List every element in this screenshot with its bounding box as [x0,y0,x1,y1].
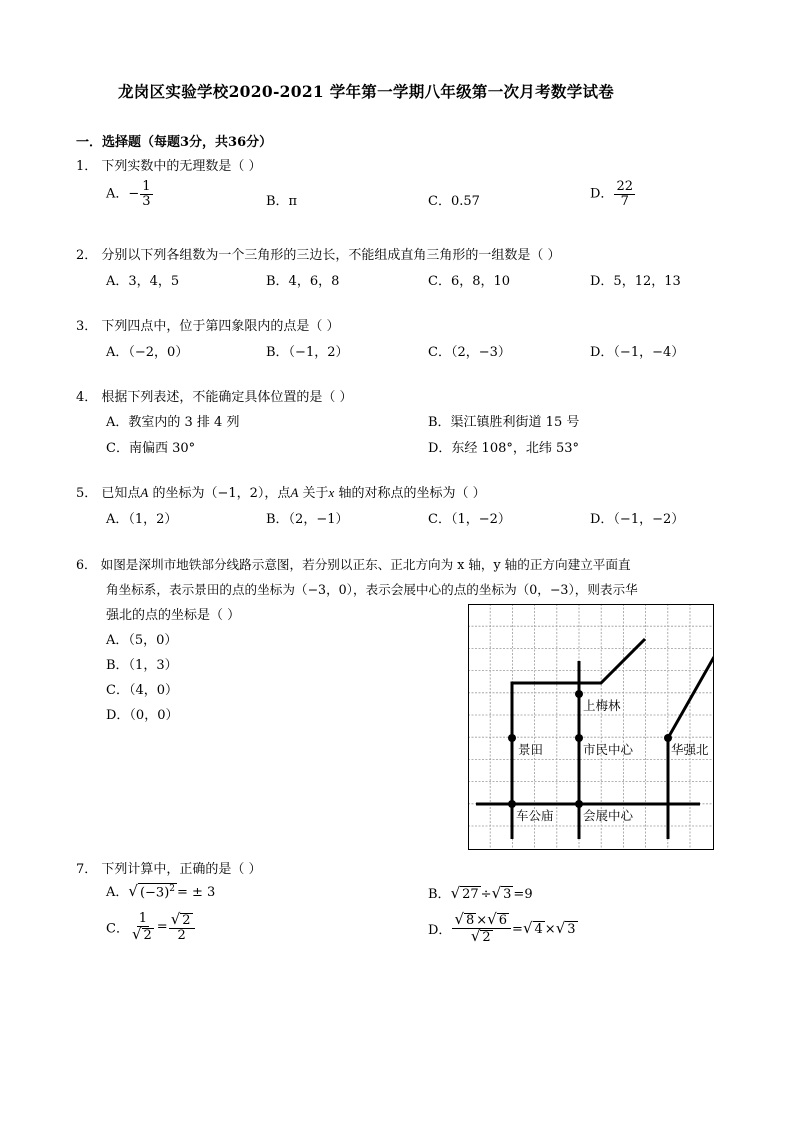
q4-option-d[interactable]: D．东经 108°，北纬 53° [428,441,580,456]
label-shangmeilin: 上梅林 [583,698,621,713]
q6-option-d[interactable]: D．（0，0） [106,708,179,723]
q7-b-rest: =9 [513,887,533,902]
q2-option-c[interactable]: C．6，8，10 [428,274,511,289]
q7-b-label: B． [428,887,451,902]
q6-option-c[interactable]: C．（4，0） [106,683,178,698]
q7-c-den2: 2 [177,927,186,943]
sqrt-icon: √ [555,919,566,938]
question-1-stem: 1． 下列实数中的无理数是（ ） [76,159,262,174]
q7-d-times: × [476,913,488,928]
q5-option-b[interactable]: B．（2，−1） [266,512,349,527]
q7-a-exp: 2 [169,883,175,894]
sqrt-icon: √ [454,910,464,928]
question-6-line-1: 6． 如图是深圳市地铁部分线路示意图，若分别以正东、正北方向为 x 轴，y 轴的正方向建立平面直 [76,557,631,572]
sqrt-icon: √ [470,926,481,945]
q4-option-a[interactable]: A．教室内的 3 排 4 列 [106,415,240,430]
q1-d-den: 7 [620,193,629,209]
q7-d-den [469,926,495,945]
label-jingtian: 景田 [518,742,544,757]
q7-d-r2: 3 [567,922,576,938]
q7-d-eq: = [512,922,523,938]
question-2-stem: 2． 分别以下列各组数为一个三角形的三边长，不能组成直角三角形的一组数是（ ） [76,248,561,263]
q5-x-axis: x [328,485,335,500]
q2-option-d[interactable]: D．5，12，13 [590,274,681,289]
q1-a-fraction [140,180,152,208]
label-shiminzhongxin: 市民中心 [583,742,634,757]
label-huizhanzhongxin: 会展中心 [583,808,634,823]
q1-d-num: 22 [616,179,633,194]
q1-a-label: A． [106,186,129,202]
q7-option-b[interactable] [428,883,533,902]
q7-a-rest: = ± 3 [177,885,216,900]
q7-option-c[interactable] [106,912,196,942]
station-shangmeilin-dot [575,690,583,698]
q7-option-a[interactable] [106,881,215,900]
question-3-stem: 3． 下列四点中，位于第四象限内的点是（ ） [76,319,340,334]
station-chegongmiao-dot [508,800,516,808]
label-chegongmiao: 车公庙 [516,808,554,823]
sqrt-icon: √ [487,910,497,928]
q7-d-num [452,912,511,929]
sqrt-icon: √ [522,919,533,938]
q5-point-a: A [140,485,149,500]
q7-d-n2: 6 [498,913,508,928]
q1-d-fraction [614,180,635,208]
question-6-line-3: 强北的点的坐标是（ ） [106,608,241,623]
q7-c-den [130,924,156,943]
q7-a-rad: (−3) [139,885,170,900]
q2-option-a[interactable]: A．3，4，5 [106,274,180,289]
sqrt-icon: √ [128,882,138,900]
q4-option-c[interactable]: C．南偏西 30° [106,441,196,456]
q7-c-num2 [169,912,195,929]
q6-option-a[interactable]: A．（5，0） [106,633,178,648]
label-huaqiangbei: 华强北 [671,742,709,757]
q7-c-frac2 [169,912,195,942]
subway-map-figure [468,604,714,850]
station-huizhanzhongxin-dot [575,800,583,808]
q1-option-d[interactable] [590,180,636,208]
q5-option-d[interactable]: D．（−1，−2） [590,512,685,527]
exam-title: 龙岗区实验学校2020-2021 学年第一学期八年级第一次月考数学试卷 [118,82,615,101]
q3-option-b[interactable]: B．（−1，2） [266,345,349,360]
sqrt-icon: √ [131,924,142,943]
q7-d-frac [452,912,511,945]
q5-point-a-2: A [290,485,299,500]
section-heading: 一．选择题（每题3分，共36分） [76,135,273,150]
q7-b-div: ÷ [480,887,492,902]
q7-b-r1: 27 [462,887,479,902]
q1-option-b[interactable]: B．π [266,194,298,209]
q5-option-c[interactable]: C．（1，−2） [428,512,511,527]
q3-option-a[interactable]: A．（−2，0） [106,345,189,360]
sqrt-icon: √ [491,884,502,902]
q1-d-label: D． [590,186,614,202]
q1-a-num: 1 [142,179,151,194]
q7-c-den-val: 2 [143,927,152,943]
q5-stem-mid: 的坐标为（−1，2），点 [148,486,291,501]
q7-a-label: A． [106,885,129,900]
q7-b-r2: 3 [503,887,512,902]
q7-c-num2-val: 2 [182,913,191,928]
q7-d-n1: 8 [466,913,475,928]
q4-option-b[interactable]: B．渠江镇胜利街道 15 号 [428,415,580,430]
q1-option-a[interactable] [106,180,154,208]
question-5-stem [76,482,486,501]
q7-option-d[interactable] [428,912,578,945]
q7-c-eq: = [156,919,168,935]
q7-d-label: D． [428,922,452,938]
question-6-line-2: 角坐标系，表示景田的点的坐标为（−3，0），表示会展中心的点的坐标为（0，−3），则表示华 [106,582,638,597]
q3-option-c[interactable]: C．（2，−3） [428,345,511,360]
q7-d-den-val: 2 [482,929,491,945]
q5-stem-mid2: 关于 [298,486,329,501]
sqrt-icon: √ [170,910,181,928]
q7-c-label: C． [106,921,129,937]
q2-option-b[interactable]: B．4，6，8 [266,274,340,289]
question-7-stem: 7． 下列计算中，正确的是（ ） [76,862,262,877]
station-shiminzhongxin-dot [575,734,583,742]
q1-a-den: 3 [142,193,151,209]
q1-a-sign: − [128,186,140,202]
q7-d-rhs [512,919,578,938]
q7-c-num: 1 [138,911,148,926]
q5-option-a[interactable]: A．（1，2） [106,512,178,527]
q7-c-frac1 [130,912,156,942]
q1-option-c[interactable]: C．0.57 [428,194,480,209]
station-huaqiangbei-dot [664,734,672,742]
q5-stem-pre: 5． 已知点 [76,486,141,501]
question-4-stem: 4． 根据下列表述，不能确定具体位置的是（ ） [76,390,353,405]
q3-option-d[interactable]: D．（−1，−4） [590,345,685,360]
q6-option-b[interactable]: B．（1，3） [106,658,178,673]
q5-stem-post: 轴的对称点的坐标为（ ） [334,486,486,501]
sqrt-icon: √ [450,884,461,902]
q7-a-radicand [138,883,177,900]
q7-d-r1: 4 [534,922,543,938]
q7-d-times2: × [544,922,556,938]
station-jingtian-dot [508,734,516,742]
